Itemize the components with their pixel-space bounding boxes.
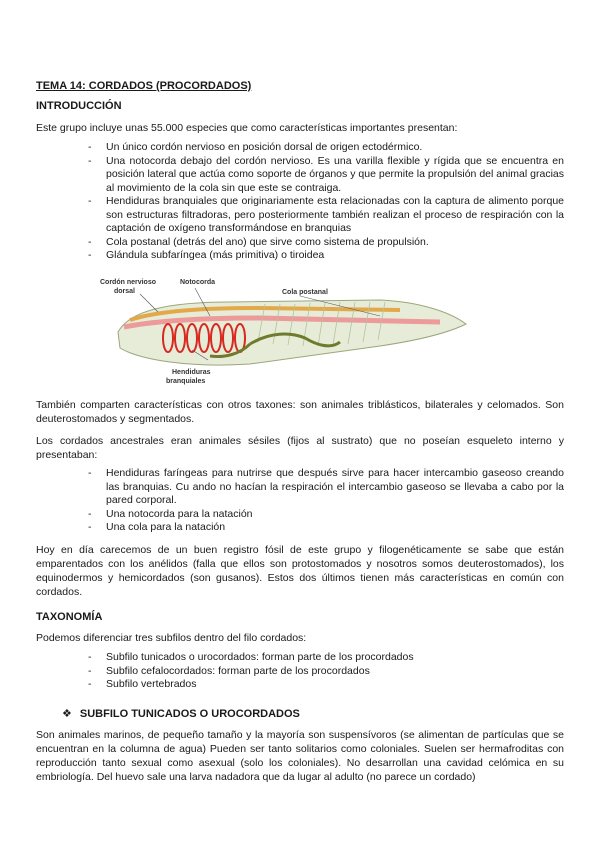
list-item: - Subfilo vertebrados (106, 678, 564, 692)
list-item: - Subfilo tunicados o urocordados: forman parte de los procordados (106, 651, 564, 665)
list-item: - Glándula subfaríngea (más primitiva) o tiroidea (106, 249, 564, 263)
paragraph-shared-traits: También comparten características con otros taxones: son animales triblásticos, bilaterales y celomados. Son deuterostomados y segmentados. (36, 399, 564, 425)
list-item: - Hendiduras faríngeas para nutrirse que después sirve para hacer intercambio gaseoso creando las branquias. Cu ando no hacían la respiración el intercambio gaseoso se llevaba a cabo por la pared corporal. (106, 467, 564, 508)
list-item: - Una notocorda debajo del cordón nervioso. Es una varilla flexible y rígida que se encuentra en posición lateral que actúa como soporte de órganos y que permite la propulsión del animal gracias al movimiento de la cola sin que este se contraiga. (106, 155, 564, 196)
subfilo-heading-row (62, 707, 300, 720)
label-tail: Cola postanal (282, 289, 328, 296)
intro-lead: Este grupo incluye unas 55.000 especies que como características importantes presentan: (36, 122, 458, 134)
taxonomy-list (106, 651, 564, 692)
page-title: TEMA 14: CORDADOS (PROCORDADOS) (36, 80, 252, 92)
list-item: - Subfilo cefalocordados: forman parte de los procordados (106, 665, 564, 679)
subfilo-heading: SUBFILO TUNICADOS O UROCORDADOS (79, 707, 300, 720)
list-item: - Cola postanal (detrás del ano) que sirve como sistema de propulsión. (106, 236, 564, 250)
diamond-bullet-icon: ❖ (62, 708, 72, 720)
label-nerve-cord: Cordón nervioso (100, 279, 157, 286)
list-item: - Una cola para la natación (106, 521, 564, 535)
paragraph-phylogeny: Hoy en día carecemos de un buen registro fósil de este grupo y filogenéticamente se sabe que están emparentados con los anélidos (falla que ellos son protostomados y nosotros somos deuterostomados), los equinodermos y hemicordados (son gusanos). Estos dos últimos tienen más características en común con cordados. (36, 544, 564, 598)
taxonomy-heading: TAXONOMÍA (36, 611, 103, 623)
ancestral-list (106, 467, 564, 535)
label-gills: Hendiduras (172, 369, 211, 376)
label-notochord: Notocorda (180, 279, 215, 286)
paragraph-tunicates: Son animales marinos, de pequeño tamaño y la mayoría son suspensívoros (se alimentan de partículas que se encuentran en la columna de agua) Pueden ser tanto solitarios como coloniales. Suelen ser hermafroditas con reproducción tanto sexual como asexual (solo los coloniales). No desarrollan una cavidad celómica en su embriología. Del huevo sale una larva nadadora que da lugar al adulto (no parece un cordado) (36, 729, 564, 783)
intro-heading: INTRODUCCIÓN (36, 100, 122, 112)
list-item: - Un único cordón nervioso en posición dorsal de origen ectodérmico. (106, 141, 564, 155)
label-nerve-cord-2: dorsal (114, 288, 136, 295)
intro-list (106, 141, 564, 263)
paragraph-ancestral: Los cordados ancestrales eran animales sésiles (fijos al sustrato) que no poseían esqueleto interno y presentaban: (36, 435, 564, 461)
list-item: - Hendiduras branquiales que originariamente esta relacionadas con la captura de alimento porque son estructuras filtradoras, pero posteriormente también realizan el proceso de respiración con la captación de oxígeno transformándose en branquias (106, 195, 564, 236)
list-item: - Una notocorda para la natación (106, 508, 564, 522)
label-gills-2: branquiales (166, 378, 206, 385)
taxonomy-lead: Podemos diferenciar tres subfilos dentro del filo cordados: (36, 632, 307, 644)
chordate-diagram (100, 272, 470, 390)
